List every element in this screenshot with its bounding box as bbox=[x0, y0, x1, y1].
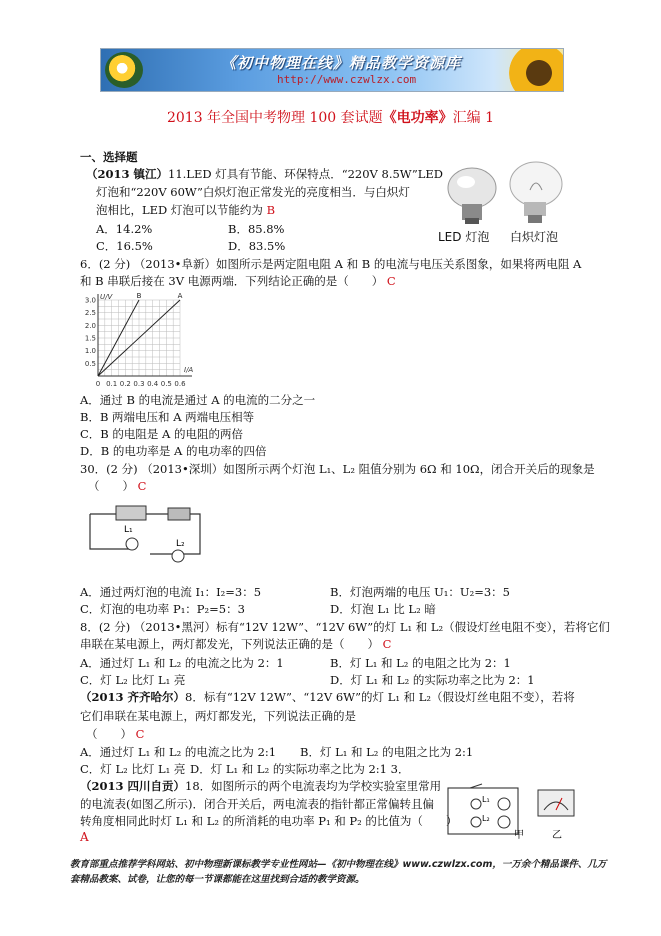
ammeter-a1-icon bbox=[498, 798, 510, 810]
q30-answer: C bbox=[137, 479, 147, 493]
y-tick-label: 1.0 bbox=[84, 347, 96, 356]
x-tick-label: 0.3 bbox=[133, 380, 145, 388]
q8b-option-b: B．灯 L₁ 和 L₂ 的电阻之比为 2:1 bbox=[300, 745, 474, 759]
q30-option-c: C．灯泡的电功率 P₁：P₂=5：3 bbox=[80, 602, 245, 616]
section-heading: 一、选择题 bbox=[80, 150, 138, 164]
q11-option-d: D．83.5% bbox=[228, 239, 286, 253]
q6-option-a: A．通过 B 的电流是通过 A 的电流的二分之一 bbox=[80, 393, 316, 407]
q18-circuit-l1: L₁ bbox=[482, 795, 490, 804]
y-tick-label: 2.0 bbox=[84, 321, 96, 330]
x-tick-label: 0 bbox=[95, 380, 101, 388]
y-tick-label: 2.5 bbox=[84, 309, 96, 318]
q8b-option-d: D．灯 L₁ 和 L₂ 的实际功率之比为 2:1 3． bbox=[190, 762, 410, 776]
q6-option-b: B．B 两端电压和 A 两端电压相等 bbox=[80, 410, 255, 424]
footer-note: 教育部重点推荐学科网站、初中物理新课标教学专业性网站—《初中物理在线》www.czwlzx.com，一万余个精品课件、几万套精品教案、试卷，让您的每一节课都能在这里找到合适的教学资源。 bbox=[70, 859, 607, 885]
ammeter-a2-icon bbox=[498, 816, 510, 828]
bulb-l2-icon bbox=[471, 817, 481, 827]
header-banner bbox=[100, 48, 564, 92]
q8b-line1: （2013 齐齐哈尔）8．标有“12V 12W”、“12V 6W”的灯 L₁ 和 L₂（假设灯丝电阻不变），若将 bbox=[80, 690, 575, 704]
circuit-label-l1: L₁ bbox=[124, 525, 133, 535]
bulb-l1-icon bbox=[126, 538, 138, 550]
switch-icon bbox=[168, 508, 190, 520]
incandescent-bulb-label: 白炽灯泡 bbox=[510, 230, 559, 244]
x-tick-label: 0.5 bbox=[160, 380, 172, 388]
q8a-option-a: A．通过灯 L₁ 和 L₂ 的电流之比为 2：1 bbox=[80, 656, 284, 670]
y-tick-label: 3.0 bbox=[84, 296, 96, 305]
x-tick-label: 0.2 bbox=[119, 380, 131, 388]
document-title bbox=[0, 107, 661, 127]
q30-option-d: D．灯泡 L₁ 比 L₂ 暗 bbox=[330, 602, 436, 616]
current-voltage-chart bbox=[80, 290, 205, 390]
q11-tag: （2013 镇江） bbox=[86, 167, 169, 181]
q6-line2: 和 B 串联后接在 3V 电源两端．下列结论正确的是（ ） C bbox=[80, 274, 396, 288]
q30-line2: （ ） C bbox=[88, 479, 147, 493]
x-tick-label: 0.1 bbox=[106, 380, 118, 388]
q6-answer: C bbox=[386, 274, 396, 288]
bulb-l2-icon bbox=[172, 550, 184, 562]
label-yi: 乙 bbox=[552, 830, 562, 841]
q6-line1: 6．(2 分) （2013•阜新）如图所示是两定阻电阻 A 和 B 的电流与电压关系图象，如果将两电阻 A bbox=[80, 257, 582, 271]
q30-option-a: A．通过两灯泡的电流 I₁：I₂=3：5 bbox=[80, 585, 262, 599]
q8a-option-d: D．灯 L₁ 和 L₂ 的实际功率之比为 2：1 bbox=[330, 673, 535, 687]
q6-option-c: C．B 的电阻是 A 的电阻的两倍 bbox=[80, 427, 244, 441]
x-axis-label: I/A bbox=[184, 366, 194, 374]
title-part1: 2013 年全国中考物理 100 套试题 bbox=[166, 110, 383, 126]
q11-answer: B bbox=[266, 203, 276, 217]
series-label-b: B bbox=[136, 292, 142, 300]
q8a-answer: C bbox=[382, 637, 392, 651]
sunflower-icon bbox=[509, 48, 564, 92]
q8a-line1: 8．(2 分) （2013•黑河）标有“12V 12W”、“12V 6W”的灯 L₁ 和 L₂（假设灯丝电阻不变），若将它们 bbox=[80, 620, 610, 634]
title-part2: 《电功率》 bbox=[382, 110, 453, 126]
q18-line2: 的电流表(如图乙所示)．闭合开关后，两电流表的指针都正常偏转且偏 bbox=[80, 797, 434, 811]
q11-option-b: B．85.8% bbox=[228, 222, 285, 236]
q8b-option-c: C．灯 L₂ 比灯 L₁ 亮 bbox=[80, 762, 186, 776]
q8a-line2: 串联在某电源上，两灯都发光，下列说法正确的是（ ） C bbox=[80, 637, 392, 651]
incandescent-bulb-icon bbox=[510, 162, 562, 223]
led-bulb-icon bbox=[448, 168, 496, 224]
q6-option-d: D．B 的电功率是 A 的电功率的四倍 bbox=[80, 444, 267, 458]
bulbs-figure bbox=[436, 160, 576, 226]
battery-icon bbox=[116, 506, 146, 520]
q18-line1: （2013 四川自贡）18．如图所示的两个电流表均为学校实验室里常用 bbox=[80, 779, 442, 793]
q18-line3: 转角度相同此时灯 L₁ 和 L₂ 的所消耗的电功率 P₁ 和 P₂ 的比值为（ ） bbox=[80, 814, 458, 828]
q8b-tag: （2013 齐齐哈尔） bbox=[80, 690, 186, 704]
q11-line3: 泡相比，LED 灯泡可以节能约为 B bbox=[96, 203, 276, 217]
q18-circuit-diagram bbox=[440, 780, 590, 842]
switch-icon bbox=[470, 784, 482, 788]
y-tick-label: 0.5 bbox=[84, 359, 96, 368]
q8b-answer: C bbox=[135, 727, 145, 741]
q8a-option-c: C．灯 L₂ 比灯 L₁ 亮 bbox=[80, 673, 186, 687]
q18-tag: （2013 四川自贡） bbox=[80, 779, 186, 793]
q8b-line3: （ ） C bbox=[86, 727, 145, 741]
q11-line2: 灯泡和“220V 60W”白炽灯泡正常发光的亮度相当．与白炽灯 bbox=[96, 185, 410, 199]
q11-line1: （2013 镇江）11.LED 灯具有节能、环保特点．“220V 8.5W”LED bbox=[86, 167, 443, 181]
circuit-label-l2: L₂ bbox=[176, 539, 185, 549]
bulb-l1-icon bbox=[471, 799, 481, 809]
site-logo-icon bbox=[105, 52, 143, 88]
q11-option-c: C．16.5% bbox=[96, 239, 153, 253]
banner-title: 《初中物理在线》精品教学资源库 bbox=[221, 54, 462, 72]
series-label-a: A bbox=[177, 292, 183, 300]
ammeter-meter-icon bbox=[538, 790, 574, 816]
label-jia: 甲 bbox=[514, 830, 524, 841]
q8b-line2: 它们串联在某电源上，两灯都发光，下列说法正确的是 bbox=[80, 709, 356, 723]
q18-answer: A bbox=[80, 830, 89, 844]
x-tick-label: 0.6 bbox=[174, 380, 186, 388]
q30-circuit-diagram bbox=[80, 494, 210, 572]
banner-url[interactable]: http://www.czwlzx.com bbox=[277, 73, 417, 86]
q18-circuit-l2: L₂ bbox=[482, 814, 490, 823]
y-axis-label: U/V bbox=[100, 293, 113, 301]
q8a-option-b: B．灯 L₁ 和 L₂ 的电阻之比为 2：1 bbox=[330, 656, 511, 670]
led-bulb-label: LED 灯泡 bbox=[438, 230, 490, 244]
q30-line1: 30．(2 分) （2013•深圳）如图所示两个灯泡 L₁、L₂ 阻值分别为 6Ω 和 10Ω，闭合开关后的现象是 bbox=[80, 462, 595, 476]
y-tick-label: 1.5 bbox=[84, 334, 96, 343]
q30-option-b: B．灯泡两端的电压 U₁：U₂=3：5 bbox=[330, 585, 510, 599]
title-part3: 汇编 1 bbox=[452, 110, 495, 126]
x-tick-label: 0.4 bbox=[147, 380, 159, 388]
q8b-option-a: A．通过灯 L₁ 和 L₂ 的电流之比为 2:1 bbox=[80, 745, 277, 759]
q11-option-a: A．14.2% bbox=[96, 222, 153, 236]
